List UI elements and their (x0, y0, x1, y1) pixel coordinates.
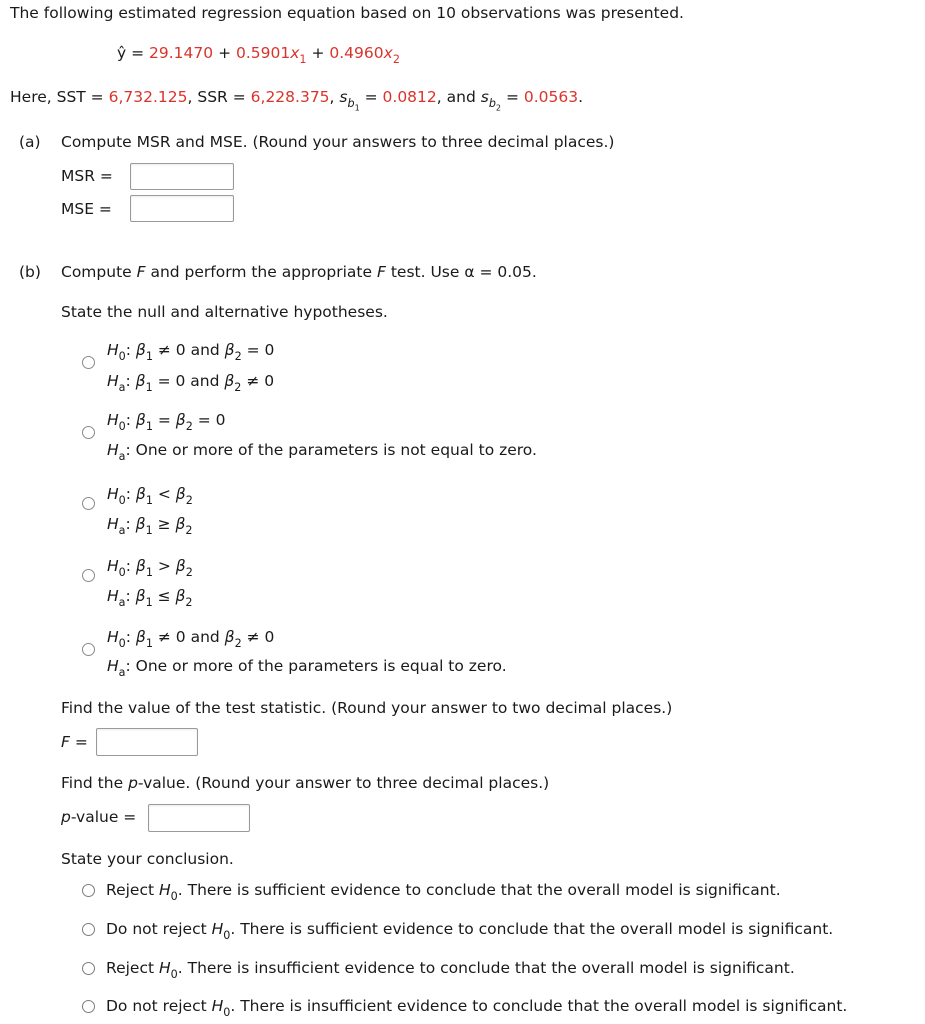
subscript: 2 (392, 53, 400, 67)
prompt-text: Compute (61, 263, 137, 281)
hypothesis-option-2-h0 (107, 405, 226, 435)
beta-symbol: β (175, 515, 186, 533)
equals-sign: = (126, 44, 150, 62)
y-hat: ŷ (117, 44, 127, 62)
subscript: 1 (145, 420, 153, 434)
mse-input[interactable] (130, 195, 234, 222)
and-text: , and (436, 88, 481, 106)
b-symbol: b (488, 97, 496, 111)
colon: : (125, 341, 136, 359)
h-symbol: H (107, 515, 119, 533)
hypothesis-option-5-radio[interactable] (82, 643, 95, 656)
hypothesis-option-3-radio[interactable] (82, 497, 95, 510)
p-symbol: p (128, 774, 138, 792)
given-values (10, 88, 584, 113)
relation-text: ≥ (152, 515, 176, 533)
period: . (578, 88, 584, 106)
part-b-prompt (61, 263, 537, 281)
relation-text: ≠ 0 and (152, 341, 225, 359)
prompt-text: -value. (Round your answer to three decimal places.) (137, 774, 550, 792)
h-symbol: H (107, 657, 119, 675)
prompt-text: test. Use α = 0.05. (385, 263, 537, 281)
subscript: a (118, 381, 126, 395)
subscript: a (118, 524, 126, 538)
subscript: 2 (185, 524, 193, 538)
equals-sign: = (359, 88, 383, 106)
h-symbol: H (107, 411, 119, 429)
subscript: 2 (185, 566, 193, 580)
subscript: 2 (234, 350, 242, 364)
sb2-value: 0.0563 (523, 88, 579, 106)
h-symbol: H (107, 587, 119, 605)
hypotheses-instruction: State the null and alternative hypotheses. (61, 303, 388, 321)
hypothesis-option-4-ha (107, 581, 193, 611)
hypothesis-option-1-radio[interactable] (82, 356, 95, 369)
equals-sign: = (69, 733, 88, 751)
beta-symbol: β (175, 587, 186, 605)
b-symbol: b (347, 97, 355, 111)
test-statistic-prompt: Find the value of the test statistic. (Round your answer to two decimal places.) (61, 699, 673, 717)
beta-symbol: β (135, 587, 146, 605)
sst-value: 6,732.125 (108, 88, 188, 106)
conclusion-text: . There is sufficient evidence to conclude that the overall model is significant. (177, 881, 781, 899)
coef-b1-value: 0.5901 (235, 44, 291, 62)
subscript: 0 (223, 1006, 231, 1020)
conclusion-text: Reject (106, 959, 159, 977)
s-symbol: s (480, 88, 489, 106)
hypothesis-option-3-ha (107, 509, 193, 539)
part-a-label: (a) (19, 133, 41, 151)
hypothesis-option-5-h0 (107, 622, 274, 652)
beta-symbol: β (135, 372, 146, 390)
relation-text: < (152, 485, 176, 503)
coef-b0: 29.1470 (149, 44, 214, 62)
h-symbol: H (107, 557, 119, 575)
conclusion-text: . There is sufficient evidence to conclude that the overall model is significant. (230, 920, 834, 938)
p-value-prompt (61, 774, 549, 792)
subscript: 1 (145, 381, 153, 395)
conclusion-option-4-radio[interactable] (82, 1000, 95, 1013)
colon: : (125, 485, 136, 503)
h-symbol: H (158, 881, 171, 899)
f-label (61, 733, 88, 751)
hypothesis-option-1-h0 (107, 335, 274, 365)
part-b-label: (b) (19, 263, 41, 281)
colon: : (125, 441, 136, 459)
intro-text: The following estimated regression equation based on 10 observations was presented. (10, 4, 684, 22)
beta-symbol: β (135, 628, 146, 646)
subscript: 0 (118, 350, 126, 364)
subscript: 2 (234, 637, 242, 651)
beta-symbol: β (135, 557, 146, 575)
beta-symbol: β (175, 411, 186, 429)
p-value-label (61, 808, 136, 826)
conclusion-option-1-radio[interactable] (82, 884, 95, 897)
subscript: 1 (145, 566, 153, 580)
colon: : (125, 587, 136, 605)
conclusion-option-3-text (106, 959, 795, 982)
f-symbol: F (136, 263, 146, 281)
relation-text: > (152, 557, 176, 575)
h-symbol: H (107, 628, 119, 646)
subscript: 1 (354, 103, 360, 113)
colon: : (125, 557, 136, 575)
subscript: 0 (170, 968, 178, 982)
relation-text: One or more of the parameters is equal to zero. (135, 657, 507, 675)
plus-sign: + (213, 44, 236, 62)
h-symbol: H (107, 441, 119, 459)
regression-equation (117, 44, 400, 67)
conclusion-text: . There is insufficient evidence to conclude that the overall model is significant. (230, 997, 848, 1015)
conclusion-text: Do not reject (106, 920, 212, 938)
h-symbol: H (107, 485, 119, 503)
beta-symbol: β (135, 411, 146, 429)
label-text: -value = (70, 808, 137, 826)
subscript (488, 97, 502, 113)
relation-text: ≠ 0 and (152, 628, 225, 646)
coef-b2-value: 0.4960 (329, 44, 384, 62)
subscript: 2 (185, 420, 193, 434)
colon: : (125, 628, 136, 646)
relation-text: = 0 (241, 341, 275, 359)
conclusion-text: Reject (106, 881, 159, 899)
h-symbol: H (211, 920, 224, 938)
conclusion-text: Do not reject (106, 997, 212, 1015)
conclusion-text: . There is insufficient evidence to conclude that the overall model is significant. (177, 959, 795, 977)
conclusion-prompt: State your conclusion. (61, 850, 234, 868)
subscript: a (118, 450, 126, 464)
ssr-label: , SSR = (187, 88, 251, 106)
msr-input[interactable] (130, 163, 234, 190)
relation-text: = 0 (192, 411, 226, 429)
s-symbol: s (339, 88, 348, 106)
hypothesis-option-4-h0 (107, 551, 193, 581)
subscript: a (118, 596, 126, 610)
subscript: 0 (170, 890, 178, 904)
mse-label: MSE = (61, 200, 112, 218)
beta-symbol: β (224, 628, 235, 646)
hypothesis-option-5-ha (107, 651, 507, 681)
separator: , (329, 88, 340, 106)
hypothesis-option-2-ha (107, 435, 537, 465)
coef-b1 (235, 44, 307, 67)
plus-sign: + (306, 44, 330, 62)
beta-symbol: β (224, 341, 235, 359)
subscript: 2 (185, 494, 193, 508)
subscript: a (118, 666, 126, 680)
sst-label: Here, SST = (10, 88, 109, 106)
beta-symbol: β (175, 557, 186, 575)
colon: : (125, 515, 136, 533)
relation-text: = 0 and (152, 372, 225, 390)
h-symbol: H (158, 959, 171, 977)
msr-label: MSR = (61, 167, 113, 185)
prompt-text: and perform the appropriate (145, 263, 377, 281)
hypothesis-option-4-radio[interactable] (82, 569, 95, 582)
subscript: 0 (223, 929, 231, 943)
subscript: 1 (145, 637, 153, 651)
hypothesis-option-2-radio[interactable] (82, 426, 95, 439)
relation-text: = (152, 411, 176, 429)
var-x: x (383, 44, 393, 62)
subscript: 0 (118, 637, 126, 651)
subscript: 0 (118, 420, 126, 434)
relation-text: ≤ (152, 587, 176, 605)
subscript: 0 (118, 566, 126, 580)
relation-text: ≠ 0 (241, 372, 275, 390)
subscript: 1 (145, 524, 153, 538)
hypothesis-option-1-ha (107, 366, 274, 396)
part-a-prompt: Compute MSR and MSE. (Round your answers to three decimal places.) (61, 133, 615, 151)
f-symbol: F (376, 263, 386, 281)
p-symbol: p (61, 808, 71, 826)
colon: : (125, 372, 136, 390)
coef-b2 (329, 44, 400, 67)
h-symbol: H (211, 997, 224, 1015)
ssr-value: 6,228.375 (250, 88, 330, 106)
conclusion-option-2-radio[interactable] (82, 923, 95, 936)
conclusion-option-4-text (106, 997, 848, 1020)
equals-sign: = (501, 88, 524, 106)
conclusion-option-2-text (106, 920, 834, 943)
f-statistic-input[interactable] (96, 728, 198, 756)
f-symbol: F (61, 733, 70, 751)
conclusion-option-3-radio[interactable] (82, 962, 95, 975)
conclusion-option-1-text (106, 881, 781, 904)
beta-symbol: β (135, 485, 146, 503)
subscript: 2 (185, 596, 193, 610)
beta-symbol: β (135, 341, 146, 359)
var-x: x (290, 44, 300, 62)
relation-text: ≠ 0 (241, 628, 275, 646)
colon: : (125, 657, 136, 675)
hypothesis-option-3-h0 (107, 479, 193, 509)
subscript: 0 (118, 494, 126, 508)
sb1-value: 0.0812 (382, 88, 437, 106)
prompt-text: Find the (61, 774, 129, 792)
beta-symbol: β (175, 485, 186, 503)
subscript: 1 (145, 494, 153, 508)
p-value-input[interactable] (148, 804, 250, 832)
relation-text: One or more of the parameters is not equal to zero. (135, 441, 537, 459)
beta-symbol: β (224, 372, 235, 390)
h-symbol: H (107, 372, 119, 390)
colon: : (125, 411, 136, 429)
subscript: 2 (495, 103, 502, 113)
h-symbol: H (107, 341, 119, 359)
subscript: 2 (234, 381, 242, 395)
subscript: 1 (299, 53, 307, 67)
subscript (347, 97, 360, 113)
subscript: 1 (145, 596, 153, 610)
subscript: 1 (145, 350, 153, 364)
beta-symbol: β (135, 515, 146, 533)
